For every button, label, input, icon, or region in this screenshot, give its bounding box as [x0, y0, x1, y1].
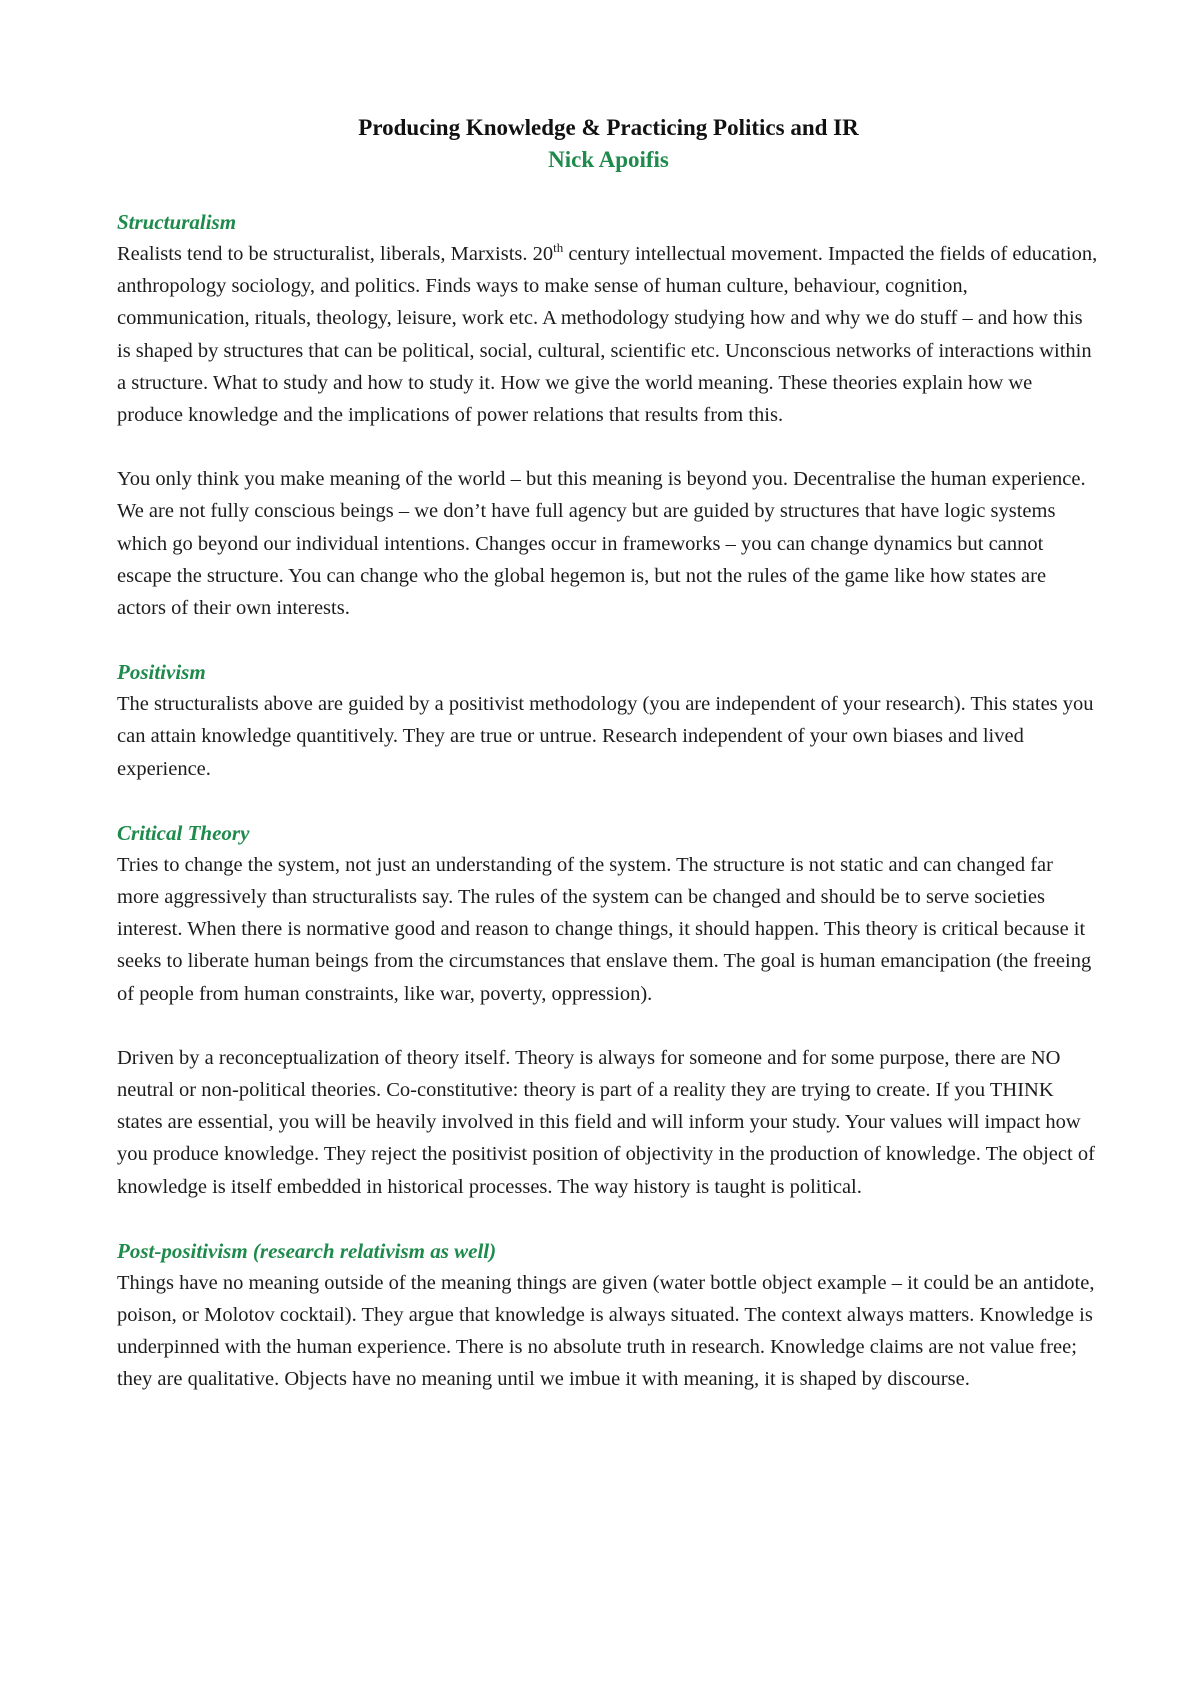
section-positivism [117, 656, 1100, 785]
spacer [117, 431, 1100, 463]
section-paragraph: You only think you make meaning of the world – but this meaning is beyond you. Decentralise the human experience. We are not fully conscious beings – we don’t have full agency but are guided by structures that have logic systems which go beyond our individual intentions. Changes occur in frameworks – you can change dynamics but cannot escape the structure. You can change who the global hegemon is, but not the rules of the game like how states are actors of their own interests. [117, 468, 1086, 620]
section-paragraph [117, 238, 1100, 431]
spacer [117, 176, 1100, 206]
spacer [117, 624, 1100, 656]
paragraph-text: Realists tend to be structuralist, liberals, Marxists. 20 [117, 243, 554, 265]
section-paragraph: The structuralists above are guided by a positivist methodology (you are independent of your research). This states you can attain knowledge quantitively. They are true or untrue. Research independent of your own biases and lived experience. [117, 693, 1094, 780]
section-structuralism [117, 206, 1100, 624]
document-author: Nick Apoifis [548, 147, 669, 172]
document-title: Producing Knowledge & Practicing Politics and IR [358, 115, 859, 140]
section-heading: Critical Theory [117, 820, 250, 845]
spacer [117, 785, 1100, 817]
section-paragraph: Driven by a reconceptualization of theory itself. Theory is always for someone and for some purpose, there are NO neutral or non-political theories. Co-constitutive: theory is part of a reality they are trying to create. If you THINK states are essential, you will be heavily involved in this field and will inform your study. Your values will impact how you produce knowledge. They reject the positivist position of objectivity in the production of knowledge. The object of knowledge is itself embedded in historical processes. The way history is taught is political. [117, 1046, 1095, 1198]
section-critical-theory [117, 817, 1100, 1203]
section-heading: Structuralism [117, 210, 237, 234]
section-paragraph: Tries to change the system, not just an understanding of the system. The structure is not static and can changed far more aggressively than structuralists say. The rules of the system can be changed and should be to serve societies interest. When there is normative good and reason to change things, it should happen. This theory is critical because it seeks to liberate human beings from the circumstances that enslave them. The goal is human emancipation (the freeing of people from human constraints, like war, poverty, oppression). [117, 853, 1092, 1005]
superscript: th [553, 240, 564, 256]
spacer [117, 1203, 1100, 1235]
paragraph-text: century intellectual movement. Impacted the fields of education, anthropology sociology, and politics. Finds ways to make sense of human culture, behaviour, cognition, communication, rituals, theology, leisure, work etc. A methodology studying how and why we do stuff – and how this is shaped by structures that can be political, social, cultural, scientific etc. Unconscious networks of interactions within a structure. What to study and how to study it. How we give the world meaning. These theories explain how we produce knowledge and the implications of power relations that results from this. [117, 243, 1098, 427]
spacer [117, 1010, 1100, 1042]
section-post-positivism [117, 1235, 1100, 1396]
section-heading: Positivism [117, 660, 206, 685]
section-paragraph: Things have no meaning outside of the meaning things are given (water bottle object example – it could be an antidote, poison, or Molotov cocktail). They argue that knowledge is always situated. The context always matters. Knowledge is underpinned with the human experience. There is no absolute truth in research. Knowledge claims are not value free; they are qualitative. Objects have no meaning until we imbue it with meaning, it is shaped by discourse. [117, 1271, 1095, 1391]
section-heading: Post-positivism (research relativism as well) [117, 1238, 497, 1263]
